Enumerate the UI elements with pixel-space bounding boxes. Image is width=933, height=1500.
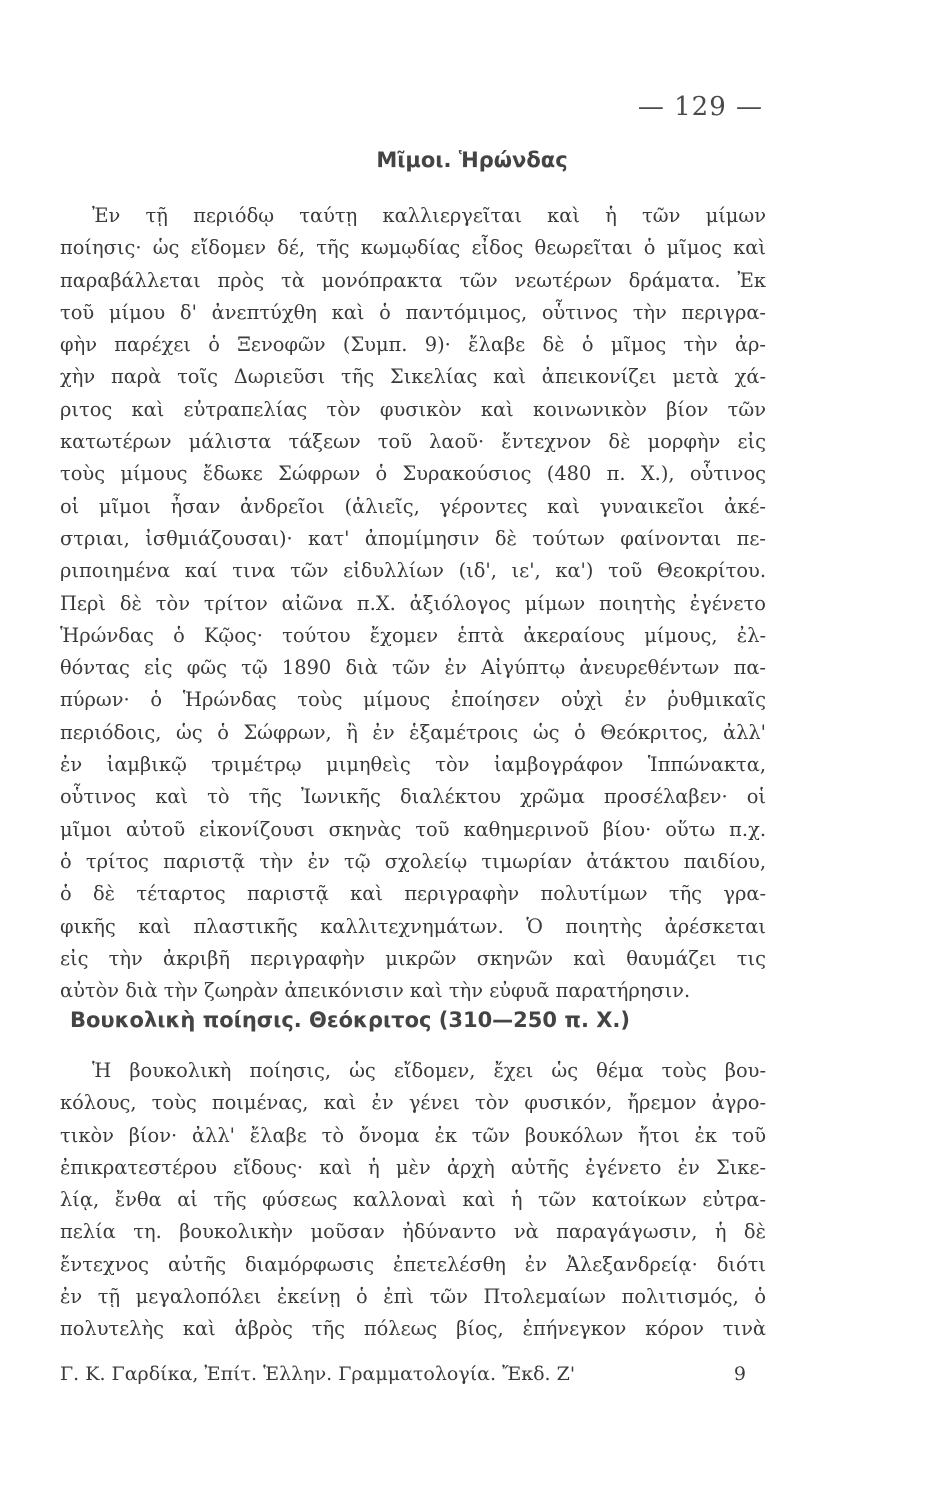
text-line: φικῆς καὶ πλαστικῆς καλλιτεχνημάτων. Ὁ ποιητὴς ἀρέσκεται <box>60 914 766 938</box>
page-footer <box>60 1363 766 1385</box>
text-line: ἐν ἰαμβικῷ τριμέτρῳ μιμηθεὶς τὸν ἰαμβογράφον Ἱππώνακτα, <box>60 753 766 777</box>
text-line: αὐτὸν διὰ τὴν ζωηρὰν ἀπεικόνισιν καὶ τὴν εὐφυᾶ παρατήρησιν. <box>60 979 691 1003</box>
text-line: θόντας εἰς φῶς τῷ 1890 διὰ τῶν ἐν Αἰγύπτῳ ἀνευρεθέντων πα- <box>60 656 766 680</box>
text-line: ὁ δὲ τέταρτος παριστᾷ καὶ περιγραφὴν πολυτίμων τῆς γρα- <box>60 882 766 906</box>
text-line: ριτος καὶ εὐτραπελίας τὸν φυσικὸν καὶ κοινωνικὸν βίον τῶν <box>60 397 766 421</box>
text-line: τοὺς μίμους ἔδωκε Σώφρων ὁ Συρακούσιος (480 π. Χ.), οὗτινος <box>60 462 766 486</box>
text-line: πελία τη. βουκολικὴν μοῦσαν ἠδύναντο νὰ παραγάγωσιν, ἡ δὲ <box>60 1220 766 1244</box>
text-line: στριαι, ἰσθμιάζουσαι)· κατ' ἀπομίμησιν δὲ τούτων φαίνονται πε- <box>60 526 766 550</box>
text-line: ἐν τῇ μεγαλοπόλει ἐκείνῃ ὁ ἐπὶ τῶν Πτολεμαίων πολιτισμός, ὁ <box>60 1285 766 1309</box>
text-line: τικὸν βίον· ἀλλ' ἔλαβε τὸ ὄνομα ἐκ τῶν βουκόλων ἤτοι ἐκ τοῦ <box>60 1123 766 1147</box>
text-line: λίᾳ, ἔνθα αἱ τῆς φύσεως καλλοναὶ καὶ ἡ τῶν κατοίκων εὐτρα- <box>60 1188 766 1212</box>
text-line: οὗτινος καὶ τὸ τῆς Ἰωνικῆς διαλέκτου χρῶμα προσέλαβεν· οἱ <box>60 785 766 809</box>
paragraph-mimes <box>60 200 766 1007</box>
text-line: περιόδοις, ὡς ὁ Σώφρων, ἢ ἐν ἑξαμέτροις ὡς ὁ Θεόκριτος, ἀλλ' <box>60 720 766 744</box>
text-line: Ἡ βουκολικὴ ποίησις, ὡς εἴδομεν, ἔχει ὡς θέμα τοὺς βου- <box>92 1059 766 1082</box>
text-line: Περὶ δὲ τὸν τρίτον αἰῶνα π.Χ. ἀξιόλογος μίμων ποιητὴς ἐγένετο <box>60 591 766 615</box>
text-line: χὴν παρὰ τοῖς Δωριεῦσι τῆς Σικελίας καὶ ἀπεικονίζει μετὰ χά- <box>60 365 766 389</box>
page-number: — 129 — <box>637 92 763 122</box>
text-line: εἰς τὴν ἀκριβῆ περιγραφὴν μικρῶν σκηνῶν καὶ θαυμάζει τις <box>60 946 766 970</box>
text-line: Ἐν τῇ περιόδῳ ταύτῃ καλλιεργεῖται καὶ ἡ τῶν μίμων <box>92 204 766 227</box>
text-line: ριποιημένα καί τινα τῶν εἰδυλλίων (ιδ', ιε', κα') τοῦ Θεοκρίτου. <box>60 559 766 583</box>
text-line: τοῦ μίμου δ' ἀνεπτύχθη καὶ ὁ παντόμιμος, οὗτινος τὴν περιγρα- <box>60 300 766 324</box>
text-line: ποίησις· ὡς εἴδομεν δέ, τῆς κωμῳδίας εἶδος θεωρεῖται ὁ μῖμος καὶ <box>60 236 766 260</box>
footer-reference: Γ. Κ. Γαρδίκα, Ἐπίτ. Ἑλλην. Γραμματολογία. Ἔκδ. Ζ' <box>60 1363 576 1385</box>
text-line: παραβάλλεται πρὸς τὰ μονόπρακτα τῶν νεωτέρων δράματα. Ἐκ <box>60 268 766 292</box>
text-line: ὁ τρίτος παριστᾷ τὴν ἐν τῷ σχολείῳ τιμωρίαν ἀτάκτου παιδίου, <box>60 849 766 873</box>
text-line: μῖμοι αὐτοῦ εἰκονίζουσι σκηνὰς τοῦ καθημερινοῦ βίου· οὕτω π.χ. <box>60 817 766 841</box>
section-heading-mimes: Μῖμοι. Ἡρώνδας <box>376 148 568 172</box>
text-line: ἔντεχνος αὐτῆς διαμόρφωσις ἐπετελέσθη ἐν Ἀλεξανδρείᾳ· διότι <box>60 1252 766 1276</box>
text-line: ἐπικρατεστέρου εἴδους· καὶ ἡ μὲν ἀρχὴ αὐτῆς ἐγένετο ἐν Σικε- <box>60 1155 766 1179</box>
text-line: κόλους, τοὺς ποιμένας, καὶ ἐν γένει τὸν φυσικόν, ἤρεμον ἀγρο- <box>60 1091 766 1115</box>
text-line: πολυτελὴς καὶ ἁβρὸς τῆς πόλεως βίος, ἐπήνεγκον κόρον τινὰ <box>60 1317 766 1341</box>
section-heading-bucolic: Βουκολικὴ ποίησις. Θεόκριτος (310—250 π. Χ.) <box>70 1008 630 1032</box>
text-line: οἱ μῖμοι ἦσαν ἀνδρεῖοι (ἁλιεῖς, γέροντες καὶ γυναικεῖοι ἀκέ- <box>60 494 766 518</box>
paragraph-bucolic <box>60 1055 766 1346</box>
text-line: Ἡρώνδας ὁ Κῷος· τούτου ἔχομεν ἑπτὰ ἀκεραίους μίμους, ἐλ- <box>60 623 766 647</box>
text-line: πύρων· ὁ Ἡρώνδας τοὺς μίμους ἐποίησεν οὐχὶ ἐν ῥυθμικαῖς <box>60 688 766 712</box>
text-line: φὴν παρέχει ὁ Ξενοφῶν (Συμπ. 9)· ἔλαβε δὲ ὁ μῖμος τὴν ἀρ- <box>60 333 766 357</box>
text-line: κατωτέρων μάλιστα τάξεων τοῦ λαοῦ· ἔντεχνον δὲ μορφὴν εἰς <box>60 430 766 454</box>
footer-signature: 9 <box>733 1363 746 1385</box>
